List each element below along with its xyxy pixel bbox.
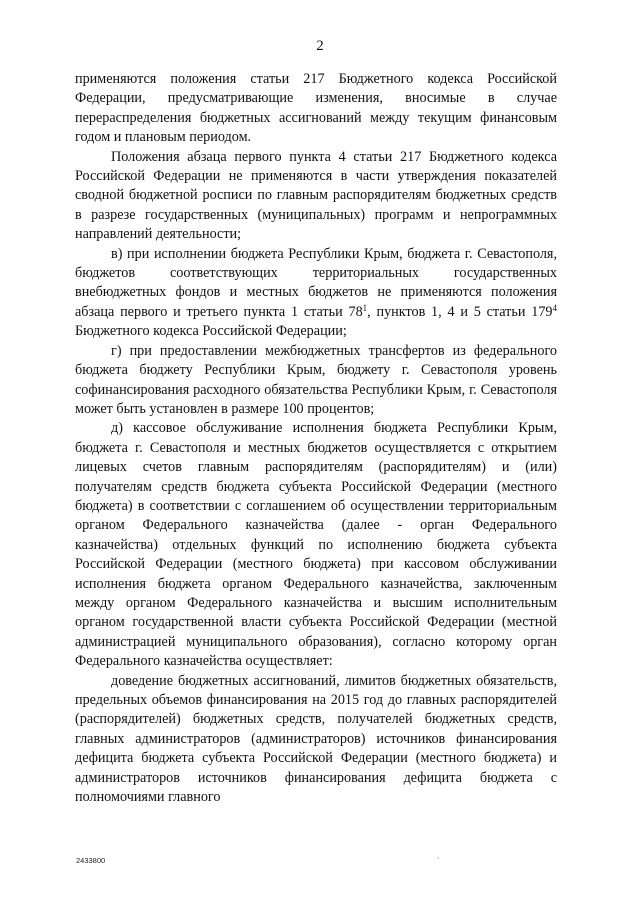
document-code: 2433800 [76, 856, 106, 865]
item-v-text: в) при исполнении бюджета Республики Крым, бюджета г. Севастополя, бюджетов соответствующих территориальных государственных внебюджетных фондов и местных бюджетов не применяются положения абзаца первого и третьего пункта 1 статьи 78 [75, 245, 557, 320]
item-v-superscript-1: 1 [362, 302, 368, 313]
paragraph-item-g: г) при предоставлении межбюджетных трансфертов из федерального бюджета бюджету Республики Крым, бюджету г. Севастополя уровень софинансирования расходного обязательства Республики Крым, г. Севастополя может быть установлен в размере 100 процентов; [75, 342, 557, 417]
paragraph-continuation: применяются положения статьи 217 Бюджетного кодекса Российской Федерации, предусматривающие изменения, вносимые в случае перераспределения бюджетных ассигнований между текущим финансовым годом и плановым периодом. [75, 71, 557, 146]
item-v-superscript-2: 4 [552, 302, 558, 313]
paragraph-budget-code-provisions: Положения абзаца первого пункта 4 статьи 217 Бюджетного кодекса Российской Федерации не применяются в части утверждения показателей сводной бюджетной росписи по главным распорядителям бюджетных средств в разрезе государственных (муниципальных) программ и непрограммных направлений деятельности; [75, 148, 557, 243]
page-number: 2 [316, 38, 324, 54]
footer-mark: · [437, 854, 440, 863]
document-body [75, 70, 557, 807]
item-v-text-3: Бюджетного кодекса Российской Федерации; [75, 323, 347, 340]
paragraph-item-d: д) кассовое обслуживание исполнения бюджета Республики Крым, бюджета г. Севастополя и местных бюджетов осуществляется с открытием лицевых счетов главным распорядителям (распорядителям) и (или) получателям средств бюджета субъекта Российской Федерации (местного бюджета) в соответствии с соглашением об осуществлении территориальным органом Федерального казначейства (далее - орган Федерального казначейства) отдельных функций по исполнению бюджета субъекта Российской Федерации (местного бюджета) при кассовом обслуживании исполнения бюджета органом Федерального казначейства, заключенным между органом Федерального казначейства и высшим исполнительным органом государственной власти субъекта Российской Федерации (местной администрацией муниципального образования), согласно которому орган Федерального казначейства осуществляет: [75, 420, 557, 670]
paragraph-item-v [75, 245, 557, 342]
paragraph-allocation: доведение бюджетных ассигнований, лимитов бюджетных обязательств, предельных объемов финансирования на 2015 год до главных распорядителей (распорядителей) бюджетных средств, получателей бюджетных средств, главных администраторов (администраторов) источников финансирования дефицита бюджета субъекта Российской Федерации (местного бюджета) и администраторов источников финансирования дефицита бюджета с полномочиями главного [75, 672, 557, 806]
item-v-text-2: , пунктов 1, 4 и 5 статьи 179 [367, 303, 553, 320]
